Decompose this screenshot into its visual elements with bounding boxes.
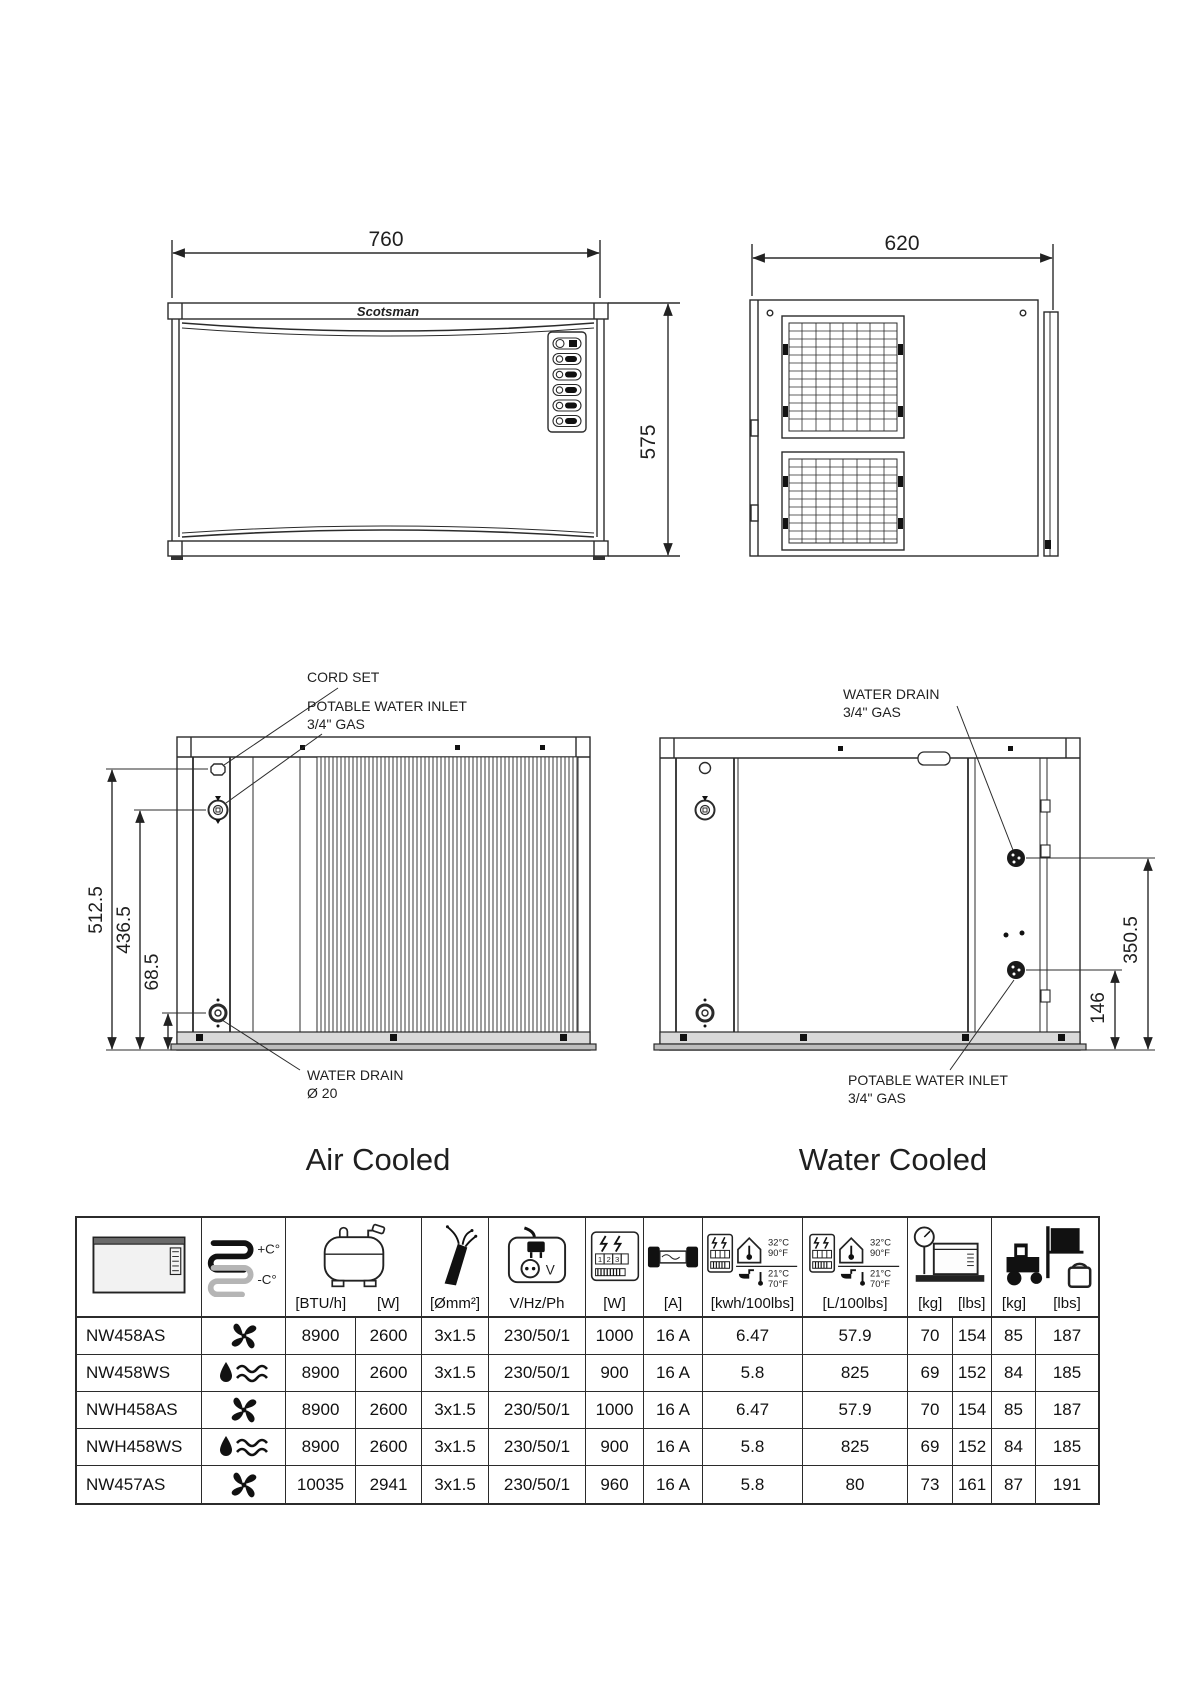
- plug-icon: [501, 1226, 573, 1288]
- power-cell: 900: [586, 1429, 644, 1466]
- front-view-drawing: [168, 228, 680, 560]
- unit-ship-kg: [kg]: [1001, 1295, 1027, 1312]
- cooling-type-cell: [202, 1355, 286, 1392]
- power-cell: 1000: [586, 1318, 644, 1355]
- btu-cell: 10035: [286, 1466, 356, 1503]
- cable-cell: 3x1.5: [422, 1318, 489, 1355]
- water-cell: 57.9: [803, 1392, 908, 1429]
- watt-cell: 2600: [356, 1429, 422, 1466]
- wc-left-drain-fitting: [697, 999, 713, 1028]
- wc-potable-fitting: [1007, 961, 1025, 979]
- header-energy-consumption: [703, 1218, 803, 1318]
- meter-digit-1: 1: [597, 1254, 602, 1264]
- air-drain-label-2: Ø 20: [307, 1085, 338, 1101]
- coil-temp-icon: [204, 1233, 284, 1297]
- compressor-icon: [311, 1222, 397, 1292]
- water-cooled-drawing: [654, 686, 1155, 1106]
- cord-set-label: CORD SET: [307, 669, 380, 685]
- ship-kg-cell: 84: [992, 1429, 1036, 1466]
- air-cooled-drawing: [86, 669, 596, 1101]
- energy-cell: 5.8: [703, 1355, 803, 1392]
- side-view-drawing: [750, 232, 1058, 556]
- net-kg-cell: 69: [908, 1429, 953, 1466]
- fuse-cell: 16 A: [644, 1429, 703, 1466]
- unit-water: [L/100lbs]: [822, 1295, 888, 1312]
- forklift-icon: [995, 1224, 1095, 1290]
- fan-icon: [227, 1470, 261, 1500]
- watt-cell: 2600: [356, 1392, 422, 1429]
- ship-kg-cell: 84: [992, 1355, 1036, 1392]
- ship-lbs-cell: 185: [1036, 1429, 1098, 1466]
- watt-cell: 2600: [356, 1355, 422, 1392]
- net-kg-cell: 70: [908, 1318, 953, 1355]
- plug-v-label: V: [545, 1261, 555, 1277]
- energy-cell: 6.47: [703, 1318, 803, 1355]
- net-kg-cell: 69: [908, 1355, 953, 1392]
- header-model: [77, 1218, 202, 1318]
- temp-70f-w: 70°F: [870, 1277, 890, 1289]
- fan-icon: [227, 1395, 261, 1425]
- unit-net-kg: [kg]: [918, 1295, 943, 1312]
- model-cell: NWH458AS: [77, 1392, 202, 1429]
- side-depth-dim: 620: [884, 232, 920, 255]
- temp-90f: 90°F: [767, 1246, 788, 1258]
- meter-digit-2: 2: [605, 1254, 611, 1264]
- unit-energy: [kwh/100lbs]: [710, 1295, 795, 1312]
- air-drain-label-1: WATER DRAIN: [307, 1067, 404, 1083]
- power-cell: 900: [586, 1355, 644, 1392]
- temp-21c: 21°C: [767, 1267, 789, 1279]
- water-cooled-title: Water Cooled: [798, 1142, 988, 1177]
- air-dim-512: 512.5: [86, 886, 107, 934]
- btu-cell: 8900: [286, 1429, 356, 1466]
- ship-lbs-cell: 185: [1036, 1355, 1098, 1392]
- lower-grille: [782, 452, 904, 550]
- water-cell: 80: [803, 1466, 908, 1503]
- unit-voltage: V/Hz/Ph: [509, 1295, 565, 1312]
- cable-cell: 3x1.5: [422, 1466, 489, 1503]
- water-cell: 825: [803, 1429, 908, 1466]
- potable-inlet-fitting: [209, 796, 228, 824]
- temp-70f: 70°F: [767, 1277, 788, 1289]
- voltage-cell: 230/50/1: [489, 1355, 586, 1392]
- wc-left-fitting: [696, 796, 715, 820]
- btu-cell: 8900: [286, 1318, 356, 1355]
- energy-cell: 6.47: [703, 1392, 803, 1429]
- fuse-cell: 16 A: [644, 1318, 703, 1355]
- cable-cell: 3x1.5: [422, 1355, 489, 1392]
- ship-kg-cell: 85: [992, 1392, 1036, 1429]
- ice-machine-icon: [87, 1228, 191, 1302]
- water-dim-146: 146: [1088, 992, 1109, 1024]
- unit-btu: [BTU/h]: [295, 1295, 347, 1312]
- air-cooled-title: Air Cooled: [305, 1142, 451, 1177]
- control-panel: [548, 332, 586, 432]
- header-water-consumption: [803, 1218, 908, 1318]
- voltage-cell: 230/50/1: [489, 1318, 586, 1355]
- voltage-cell: 230/50/1: [489, 1392, 586, 1429]
- ship-lbs-cell: 187: [1036, 1392, 1098, 1429]
- net-kg-cell: 73: [908, 1466, 953, 1503]
- unit-fuse: [A]: [663, 1295, 683, 1312]
- spec-table: [75, 1216, 1100, 1505]
- ship-lbs-cell: 187: [1036, 1318, 1098, 1355]
- unit-power: [W]: [603, 1295, 626, 1312]
- btu-cell: 8900: [286, 1355, 356, 1392]
- ship-kg-cell: 87: [992, 1466, 1036, 1503]
- temp-32c: 32°C: [767, 1236, 789, 1248]
- ship-kg-cell: 85: [992, 1318, 1036, 1355]
- cord-set-fitting: [211, 764, 225, 775]
- temp-32c-w: 32°C: [870, 1236, 891, 1248]
- model-cell: NWH458WS: [77, 1429, 202, 1466]
- header-cable: [422, 1218, 489, 1318]
- net-lbs-cell: 154: [953, 1318, 992, 1355]
- coil-plus-label: +C°: [256, 1241, 280, 1257]
- air-dim-68: 68.5: [142, 953, 163, 991]
- fan-icon: [227, 1321, 261, 1351]
- btu-cell: 8900: [286, 1392, 356, 1429]
- energy-cell: 5.8: [703, 1429, 803, 1466]
- voltage-cell: 230/50/1: [489, 1429, 586, 1466]
- wc-drain-fitting: [1007, 849, 1025, 867]
- header-cooling-type: [202, 1218, 286, 1318]
- water-consumption-icon: [808, 1224, 902, 1290]
- brand-logo: Scotsman: [356, 304, 420, 319]
- watt-cell: 2600: [356, 1318, 422, 1355]
- power-cell: 960: [586, 1466, 644, 1503]
- cable-icon: [429, 1223, 481, 1291]
- cable-cell: 3x1.5: [422, 1392, 489, 1429]
- header-ship-weight: [992, 1218, 1098, 1318]
- unit-net-lbs: [lbs]: [957, 1295, 986, 1312]
- front-height-dim: 575: [637, 424, 660, 460]
- net-kg-cell: 70: [908, 1392, 953, 1429]
- water-icon: [219, 1434, 269, 1460]
- air-potable-label-2: 3/4" GAS: [307, 716, 365, 732]
- fuse-cell: 16 A: [644, 1355, 703, 1392]
- model-cell: NW458WS: [77, 1355, 202, 1392]
- watt-cell: 2941: [356, 1466, 422, 1503]
- unit-cable: [Ømm²]: [430, 1295, 480, 1312]
- fuse-icon: [645, 1240, 701, 1274]
- power-cell: 1000: [586, 1392, 644, 1429]
- fuse-cell: 16 A: [644, 1392, 703, 1429]
- header-compressor: [286, 1218, 422, 1318]
- cooling-type-cell: [202, 1466, 286, 1503]
- upper-grille: [782, 316, 904, 438]
- header-voltage: [489, 1218, 586, 1318]
- meter-icon: [587, 1223, 643, 1291]
- water-cell: 825: [803, 1355, 908, 1392]
- scale-weight-icon: [910, 1224, 990, 1290]
- cooling-type-cell: [202, 1392, 286, 1429]
- water-icon: [219, 1360, 269, 1386]
- coil-minus-label: -C°: [256, 1272, 277, 1288]
- air-dim-436: 436.5: [114, 906, 135, 954]
- voltage-cell: 230/50/1: [489, 1466, 586, 1503]
- unit-watt-compressor: [W]: [376, 1295, 400, 1312]
- water-dim-350: 350.5: [1121, 916, 1142, 964]
- wc-potable-label-1: POTABLE WATER INLET: [848, 1072, 1008, 1088]
- net-lbs-cell: 161: [953, 1466, 992, 1503]
- cooling-type-cell: [202, 1429, 286, 1466]
- meter-digit-3: 3: [614, 1254, 619, 1264]
- energy-cell: 5.8: [703, 1466, 803, 1503]
- net-lbs-cell: 154: [953, 1392, 992, 1429]
- wc-drain-label-2: 3/4" GAS: [843, 704, 901, 720]
- header-net-weight: [908, 1218, 992, 1318]
- wc-drain-label-1: WATER DRAIN: [843, 686, 940, 702]
- model-cell: NW457AS: [77, 1466, 202, 1503]
- water-drain-fitting: [210, 999, 226, 1028]
- wc-potable-label-2: 3/4" GAS: [848, 1090, 906, 1106]
- header-power: [586, 1218, 644, 1318]
- air-potable-label-1: POTABLE WATER INLET: [307, 698, 467, 714]
- energy-consumption-icon: [706, 1224, 800, 1290]
- unit-ship-lbs: [lbs]: [1053, 1295, 1081, 1312]
- temp-21c-w: 21°C: [870, 1267, 891, 1279]
- net-lbs-cell: 152: [953, 1429, 992, 1466]
- net-lbs-cell: 152: [953, 1355, 992, 1392]
- cable-cell: 3x1.5: [422, 1429, 489, 1466]
- model-cell: NW458AS: [77, 1318, 202, 1355]
- front-width-dim: 760: [368, 228, 404, 251]
- cooling-type-cell: [202, 1318, 286, 1355]
- header-fuse: [644, 1218, 703, 1318]
- fuse-cell: 16 A: [644, 1466, 703, 1503]
- water-cell: 57.9: [803, 1318, 908, 1355]
- ship-lbs-cell: 191: [1052, 1474, 1082, 1494]
- temp-90f-w: 90°F: [870, 1246, 890, 1258]
